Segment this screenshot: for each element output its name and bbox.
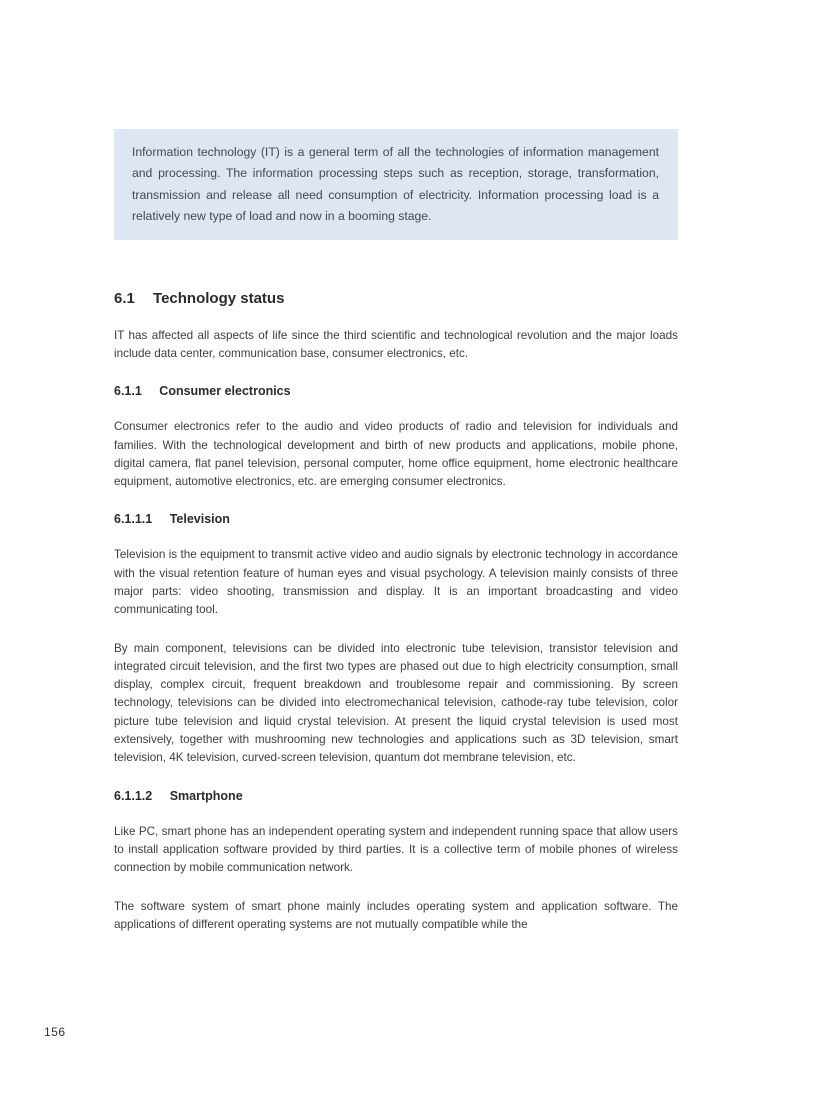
section-title: Technology status (153, 289, 285, 307)
section-heading-6-1-1-2 (114, 789, 678, 803)
page-number: 156 (44, 1025, 66, 1039)
section-title: Television (169, 512, 230, 527)
paragraph-smartphone-1: Like PC, smart phone has an independent operating system and independent running space that allow users to install application software provided by third parties. It is a collective term of mobile phones of wireless connection by mobile communication network. (114, 824, 678, 875)
section-heading-6-1-1-1 (114, 512, 678, 526)
intro-callout (114, 129, 678, 240)
section-number: 6.1.1.2 (114, 788, 153, 803)
section-heading-6-1-1 (114, 384, 678, 398)
section-title: Smartphone (169, 788, 243, 803)
paragraph-consumer-electronics: Consumer electronics refer to the audio and video products of radio and television for individuals and families. With the technological development and birth of new products and applications, mobile phone, digital camera, flat panel television, personal computer, home office equipment, home electronic healthcare equipment, automotive electronics, etc. are emerging consumer electronics. (114, 420, 678, 489)
section-number: 6.1 (114, 289, 135, 307)
paragraph-smartphone-2: The software system of smart phone mainly includes operating system and application software. The applications of different operating systems are not mutually compatible while the (114, 899, 678, 931)
paragraph-technology-status: IT has affected all aspects of life since the third scientific and technological revolution and the major loads include data center, communication base, consumer electronics, etc. (114, 328, 678, 360)
intro-callout-text: Information technology (IT) is a general term of all the technologies of information management and processing. The information processing steps such as reception, storage, transformation, transmission and release all need consumption of electricity. Information processing load is a relatively new type of load and now in a booming stage. (132, 145, 659, 224)
paragraph-television-2: By main component, televisions can be divided into electronic tube television, transistor television and integrated circuit television, and the first two types are phased out due to high electricity consumption, small display, complex circuit, frequent breakdown and troublesome repair and commissioning. By screen technology, televisions can be divided into electromechanical television, cathode-ray tube television, color picture tube television and liquid crystal television. At present the liquid crystal television is used most extensively, together with mushrooming new technologies and applications such as 3D television, smart television, 4K television, curved-screen television, quantum dot membrane television, etc. (114, 641, 678, 765)
section-number: 6.1.1.1 (114, 512, 153, 527)
section-heading-6-1 (114, 290, 678, 307)
section-title: Consumer electronics (159, 384, 291, 399)
section-number: 6.1.1 (114, 384, 142, 399)
paragraph-television-1: Television is the equipment to transmit active video and audio signals by electronic technology in accordance with the visual retention feature of human eyes and visual psychology. A television mainly consists of three major parts: video shooting, transmission and display. It is an important broadcasting and video communicating tool. (114, 548, 678, 617)
text-column (114, 129, 678, 934)
